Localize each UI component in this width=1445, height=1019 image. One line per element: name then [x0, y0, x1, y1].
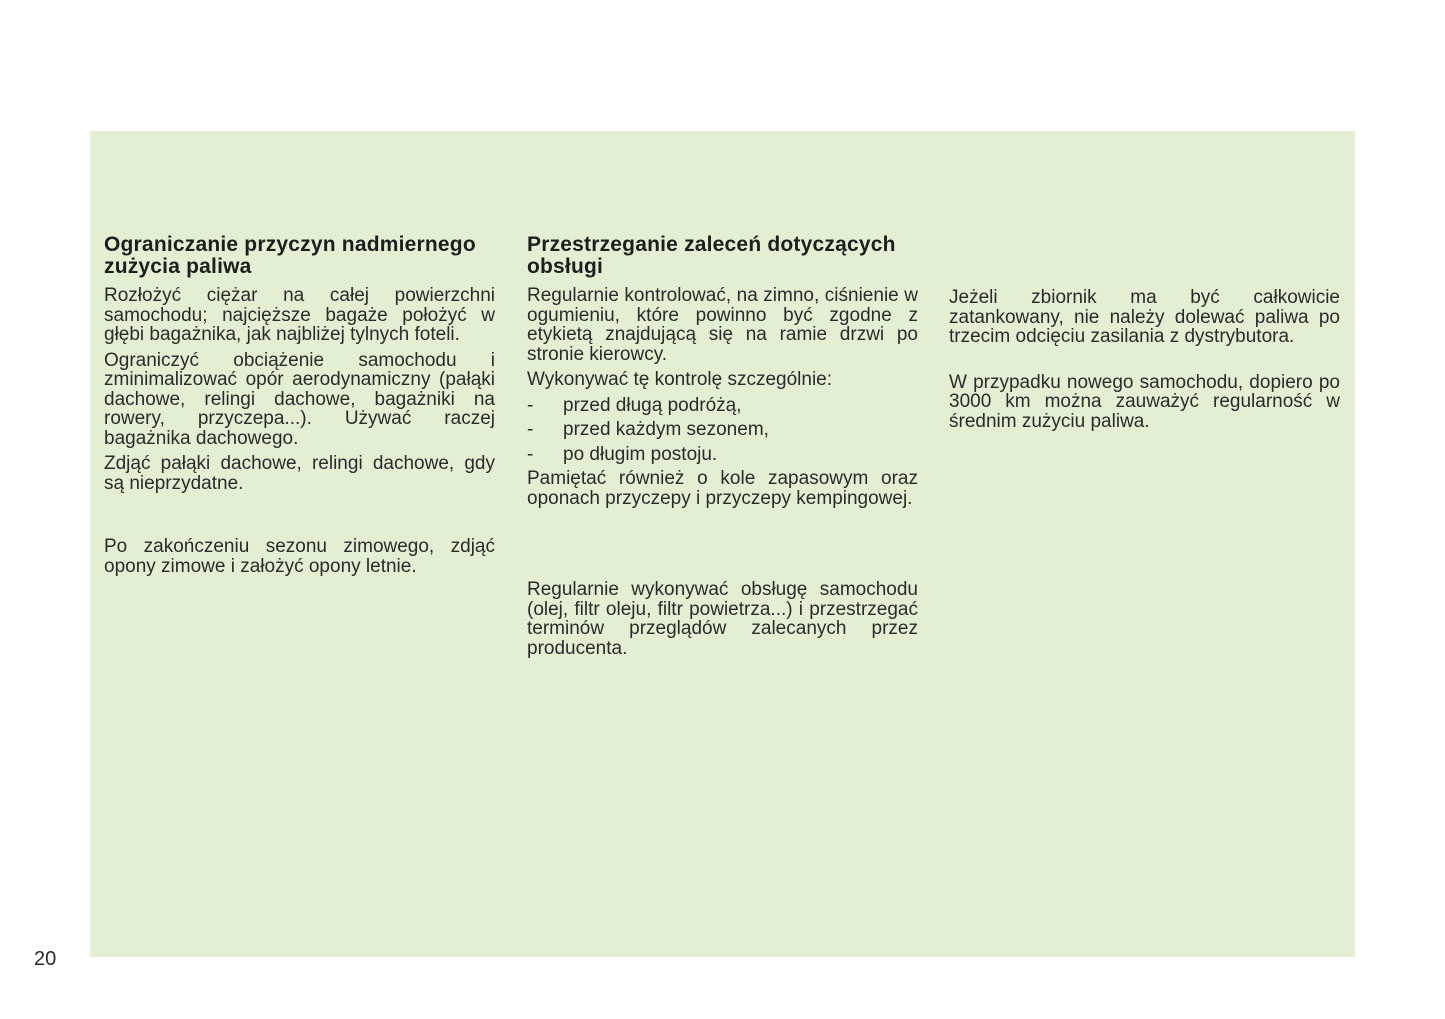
list-item [527, 420, 918, 440]
paragraph-service: Regularnie wykonywać obsługę samochodu (olej, filtr oleju, filtr powietrza...) i przestrzegać terminów przeglądów zalecanych przez producenta. [527, 579, 918, 659]
column-refuelling [949, 288, 1340, 431]
list-item-text: przed każdym sezonem, [563, 419, 769, 440]
list-item [527, 445, 918, 465]
paragraph-weight: Rozłożyć ciężar na całej powierzchni samochodu; najcięższe bagaże położyć w głębi bagażnika, jak najbliżej tylnych foteli. [104, 285, 495, 345]
paragraph-load: Ograniczyć obciążenie samochodu i zminimalizować opór aerodynamiczny (pałąki dachowe, relingi dachowe, bagażniki na rowery, przyczepa...). Używać raczej bagażnika dachowego. [104, 349, 495, 449]
section-heading-maintenance: Przestrzeganie zaleceń dotyczących obsługi [527, 233, 896, 278]
list-item [527, 396, 918, 416]
paragraph-spare-wheel: Pamiętać również o kole zapasowym oraz oponach przyczepy i przyczepy kempingowej. [527, 468, 918, 509]
check-list [527, 396, 918, 465]
paragraph-winter-tyres: Po zakończeniu sezonu zimowego, zdjąć opony zimowe i założyć opony letnie. [104, 536, 495, 577]
dash-bullet: - [527, 394, 534, 416]
paragraph-roof-bars: Zdjąć pałąki dachowe, relingi dachowe, gdy są nieprzydatne. [104, 453, 495, 494]
dash-bullet: - [527, 443, 534, 465]
page-number: 20 [34, 948, 57, 970]
paragraph-new-car: W przypadku nowego samochodu, dopiero po 3000 km można zauważyć regularność w średnim zużyciu paliwa. [949, 371, 1340, 432]
section-heading-fuel: Ograniczanie przyczyn nadmiernego zużycia paliwa [104, 233, 476, 278]
column-maintenance [527, 234, 918, 658]
list-item-text: przed długą podróżą, [563, 394, 742, 416]
column-fuel-consumption [104, 234, 495, 576]
dash-bullet: - [527, 419, 534, 440]
paragraph-check-when: Wykonywać tę kontrolę szczególnie: [527, 369, 833, 390]
paragraph-tank: Jeżeli zbiornik ma być całkowicie zatankowany, nie należy dolewać paliwa po trzecim odcięciu zasilania z dystrybutora. [949, 287, 1340, 347]
paragraph-tyre-pressure: Regularnie kontrolować, na zimno, ciśnienie w ogumieniu, które powinno być zgodne z etykietą znajdującą się na ramie drzwi po stronie kierowcy. [527, 285, 918, 365]
list-item-text: po długim postoju. [563, 443, 718, 465]
